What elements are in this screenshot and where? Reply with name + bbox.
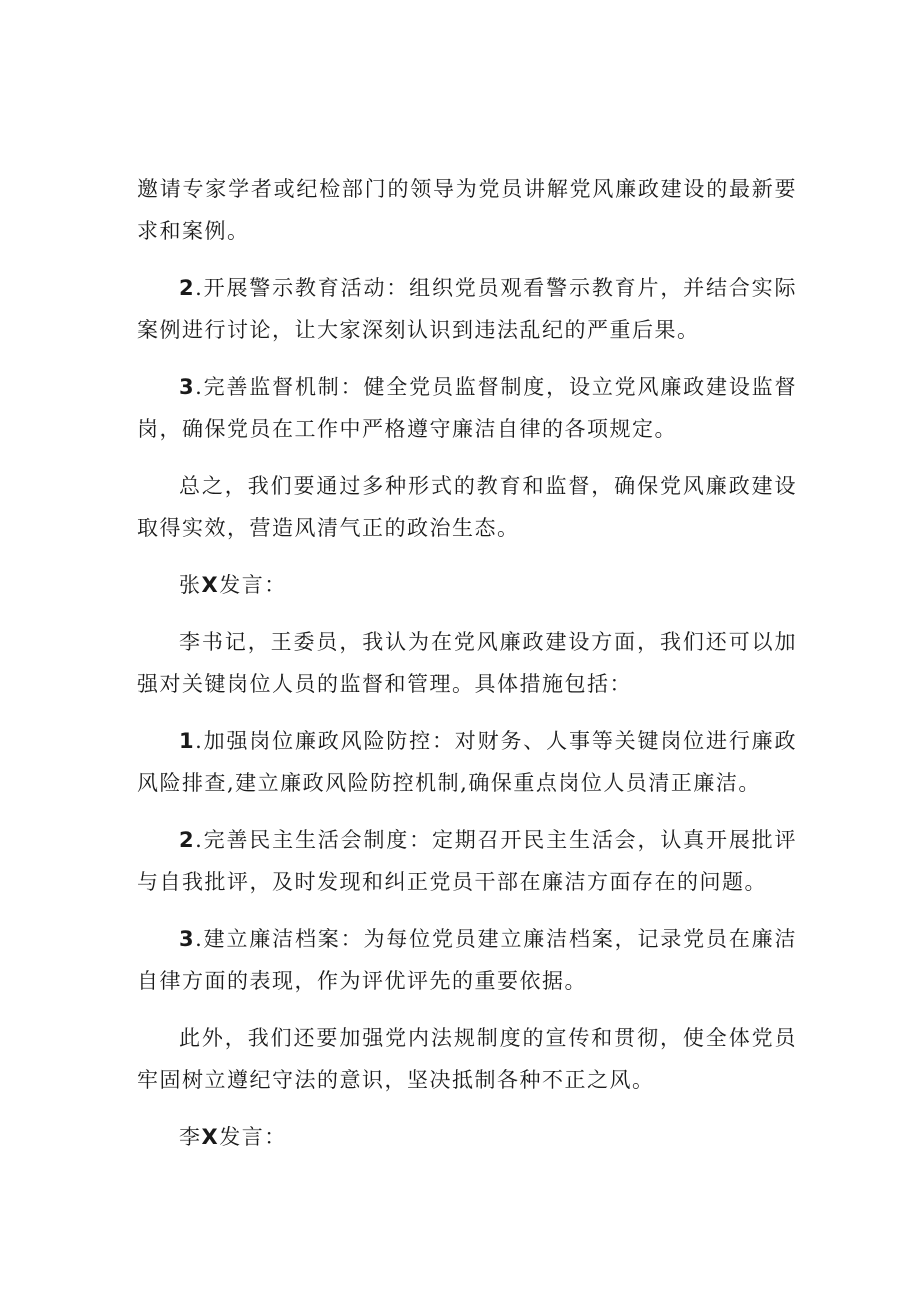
speaker-heading-li bbox=[137, 1116, 797, 1158]
paragraph-text: .完善监督机制：健全党员监督制度，设立党风廉政建设监督岗，确保党员在工作中严格遵守廉洁自律的各项规定。 bbox=[137, 375, 797, 441]
list-number: 1 bbox=[179, 729, 196, 753]
paragraph-supervision-mechanism bbox=[137, 366, 797, 450]
paragraph-text: 李书记，王委员，我认为在党风廉政建设方面，我们还可以加强对关键岗位人员的监督和管理。具体措施包括： bbox=[137, 630, 797, 696]
paragraph-text: .加强岗位廉政风险防控：对财务、人事等关键岗位进行廉政风险排查,建立廉政风险防控机制,确保重点岗位人员清正廉洁。 bbox=[137, 729, 797, 795]
paragraph-key-positions-intro bbox=[137, 621, 797, 705]
list-number: 2 bbox=[179, 276, 196, 300]
speaker-heading-zhang bbox=[137, 564, 797, 606]
paragraph-text: .开展警示教育活动：组织党员观看警示教育片，并结合实际案例进行讨论，让大家深刻认识到违法乱纪的严重后果。 bbox=[137, 276, 797, 342]
speaker-surname: 李 bbox=[179, 1125, 202, 1149]
paragraph-expert-lecture bbox=[137, 168, 797, 252]
paragraph-summary bbox=[137, 465, 797, 549]
list-number: 2 bbox=[179, 828, 196, 852]
document-body bbox=[137, 168, 797, 1173]
paragraph-integrity-archive bbox=[137, 918, 797, 1002]
list-number: 3 bbox=[179, 927, 196, 951]
paragraph-risk-control bbox=[137, 720, 797, 804]
paragraph-text: 总之，我们要通过多种形式的教育和监督，确保党风廉政建设取得实效，营造风清气正的政治生态。 bbox=[137, 474, 797, 540]
paragraph-text: 此外，我们还要加强党内法规制度的宣传和贯彻，使全体党员牢固树立遵纪守法的意识，坚决抵制各种不正之风。 bbox=[137, 1026, 797, 1092]
list-number: 3 bbox=[179, 375, 196, 399]
speaker-suffix: 发言： bbox=[219, 573, 287, 597]
speaker-suffix: 发言： bbox=[219, 1125, 287, 1149]
speaker-placeholder: X bbox=[201, 1125, 220, 1149]
paragraph-warning-education bbox=[137, 267, 797, 351]
speaker-placeholder: X bbox=[201, 573, 220, 597]
paragraph-text: .完善民主生活会制度：定期召开民主生活会，认真开展批评与自我批评，及时发现和纠正党员干部在廉洁方面存在的问题。 bbox=[137, 828, 797, 894]
paragraph-text: 邀请专家学者或纪检部门的领导为党员讲解党风廉政建设的最新要求和案例。 bbox=[137, 177, 797, 243]
speaker-surname: 张 bbox=[179, 573, 202, 597]
paragraph-democratic-life bbox=[137, 819, 797, 903]
paragraph-regulations bbox=[137, 1017, 797, 1101]
paragraph-text: .建立廉洁档案：为每位党员建立廉洁档案，记录党员在廉洁自律方面的表现，作为评优评先的重要依据。 bbox=[137, 927, 797, 993]
